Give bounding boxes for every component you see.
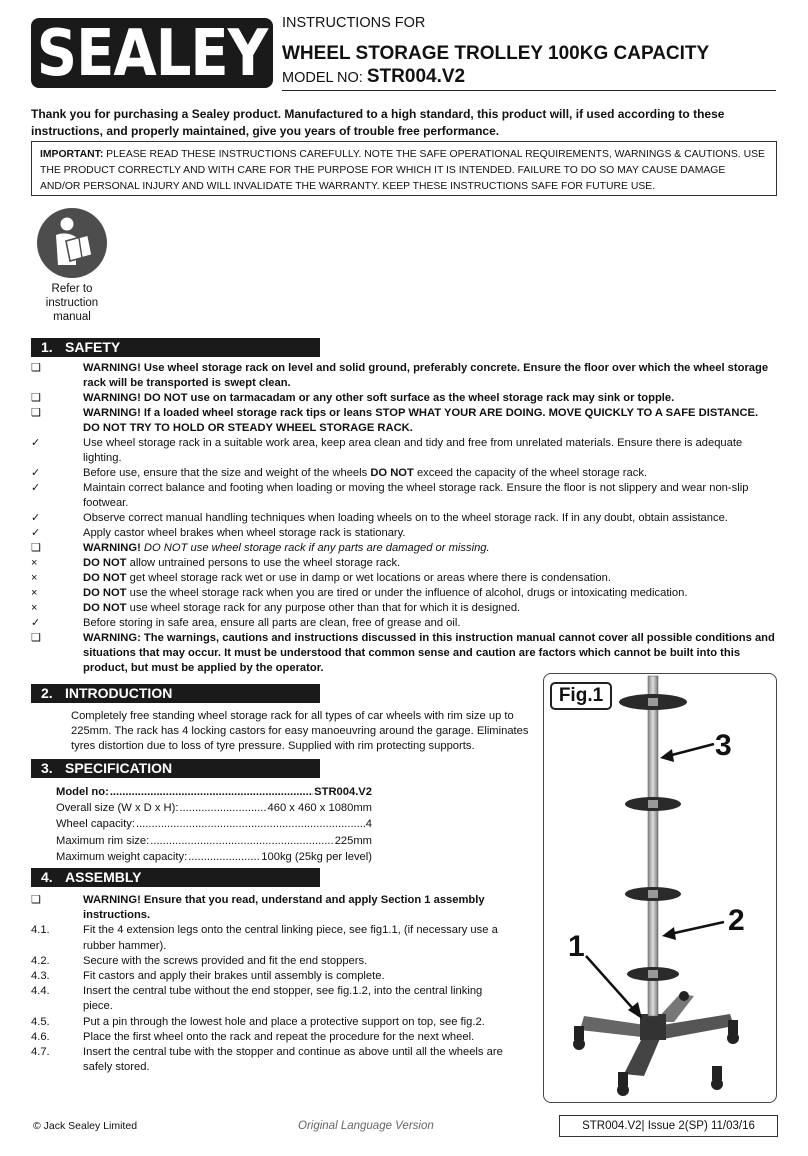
safety-item (31, 556, 776, 571)
safety-item-marker: ✓ (31, 512, 41, 524)
section-assembly-header (31, 868, 320, 887)
spec-value: STR004.V2 (314, 786, 372, 798)
safety-item-marker: × (31, 587, 38, 599)
safety-item-marker: ✓ (31, 617, 41, 629)
assembly-step-number: 4.2. (31, 954, 50, 967)
important-label: IMPORTANT: (40, 149, 104, 160)
sealey-logo (31, 15, 273, 91)
spec-leader-dots (179, 800, 266, 816)
safety-text-part: use wheel storage rack for any purpose other than that for which it is designed. (126, 602, 521, 614)
section-safety-header (31, 338, 320, 357)
wheel-rack-illustration (544, 674, 777, 1103)
safety-text-part: use the wheel storage rack when you are tired or under the influence of alcohol, drugs or intoxicating medication. (126, 587, 688, 599)
callout-2: 2 (728, 904, 745, 937)
introduction-text: Completely free standing wheel storage rack for all types of car wheels with rim size up to 225mm. The rack has 4 locking castors for easy manoeuvring around the garage. Eliminates tyres distortion due to loss of tyre pressure. Supplied with rim protecting supports. (71, 710, 529, 752)
safety-item (31, 526, 776, 541)
section-title: SPECIFICATION (65, 760, 173, 776)
safety-item-marker: × (31, 557, 38, 569)
assembly-step-number: 4.1. (31, 924, 50, 937)
assembly-step-text: WARNING! Ensure that you read, understand and apply Section 1 assembly instructions. (83, 894, 485, 922)
safety-item-text (83, 541, 776, 556)
important-text: PLEASE READ THESE INSTRUCTIONS CAREFULLY. NOTE THE SAFE OPERATIONAL REQUIREMENTS, WARNINGS & CAUTIONS. USE THE PRODUCT CORRECTLY AND WITH CARE FOR THE PURPOSE FOR WHICH IT IS INTENDED. FAILURE TO DO SO MAY CAUSE DAMAGE AND/OR PERSONAL INJURY AND WILL INVALIDATE THE WARRANTY. KEEP THESE INSTRUCTIONS SAFE FOR FUTURE USE. (40, 149, 765, 192)
spec-label: Maximum rim size: (56, 834, 150, 847)
safety-item (31, 631, 776, 676)
spec-value: 100kg (25kg per level) (261, 850, 372, 863)
safety-item-marker: × (31, 602, 38, 614)
spec-leader-dots (136, 816, 365, 832)
figure-label: Fig.1 (550, 682, 612, 710)
safety-item (31, 511, 776, 526)
model-prefix: MODEL NO: (282, 70, 367, 86)
spec-row (56, 816, 372, 832)
safety-item-text: WARNING! DO NOT use on tarmacadam or any other soft surface as the wheel storage rack may sink or topple. (83, 392, 675, 404)
spec-leader-dots (110, 784, 313, 800)
safety-item-marker: ✓ (31, 437, 41, 449)
logo-text: SEALEY (36, 15, 268, 91)
assembly-step-number: 4.6. (31, 1030, 50, 1043)
safety-item (31, 361, 776, 391)
assembly-step (31, 954, 511, 969)
thank-you-text: Thank you for purchasing a Sealey product. Manufactured to a high standard, this product will, if used according to these instructions, and properly maintained, give you years of trouble free performance. (31, 107, 725, 138)
safety-item-text: Observe correct manual handling techniques when loading wheels on to the wheel storage rack. If in any doubt, obtain assistance. (83, 512, 728, 524)
safety-item-marker: ❑ (31, 542, 41, 554)
spec-row (56, 849, 372, 865)
safety-item (31, 466, 776, 481)
header-divider (282, 90, 776, 91)
spec-leader-dots (188, 849, 260, 865)
model-number (282, 66, 465, 88)
safety-item-text: Before storing in safe area, ensure all parts are clean, free of grease and oil. (83, 617, 461, 629)
spec-row (56, 784, 372, 800)
safety-text-italic: DO NOT use wheel storage rack if any parts are damaged or missing. (143, 542, 490, 554)
important-notice-box (31, 141, 777, 196)
safety-item-text: WARNING! If a loaded wheel storage rack tips or leans STOP WHAT YOUR ARE DOING. MOVE QUICKLY TO A SAFE DISTANCE. DO NOT TRY TO HOLD OR STEADY WHEEL STORAGE RACK. (83, 407, 759, 434)
page-title: WHEEL STORAGE TROLLEY 100KG CAPACITY (282, 43, 710, 64)
safety-item-marker: ✓ (31, 527, 41, 539)
specification-table (56, 784, 372, 865)
safety-item-marker: ❑ (31, 632, 41, 644)
spec-value: 225mm (334, 834, 372, 847)
spec-row (56, 833, 372, 849)
safety-text-strong: DO NOT (83, 572, 127, 584)
spec-label: Maximum weight capacity: (56, 850, 188, 863)
safety-item-text: WARNING: The warnings, cautions and instructions discussed in this instruction manual cannot cover all possible conditions and situations that may occur. It must be understood that common sense and caution are factors which cannot be built into this product, but must be applied by the operator. (83, 632, 775, 674)
safety-item-text: Maintain correct balance and footing when loading or moving the wheel storage rack. Ensure the floor is not slippery and wear non-slip footwear. (83, 482, 749, 509)
safety-text-part: Before use, ensure that the size and weight of the wheels (83, 467, 371, 479)
assembly-step-text: Put a pin through the lowest hole and place a protective support on top, see fig.2. (83, 1015, 485, 1028)
callout-1: 1 (568, 930, 585, 963)
instructions-for-label: INSTRUCTIONS FOR (282, 15, 426, 31)
manual-icon-caption: Refer to instruction manual (45, 283, 99, 323)
assembly-step-number: 4.3. (31, 970, 50, 983)
spec-label: Wheel capacity: (56, 818, 135, 831)
assembly-step-text: Secure with the screws provided and fit the end stoppers. (83, 954, 368, 967)
safety-item-marker: ❑ (31, 392, 41, 404)
read-manual-icon (36, 207, 108, 279)
safety-text-strong: DO NOT (370, 467, 414, 479)
assembly-step (31, 1045, 511, 1075)
section-specification-header (31, 759, 320, 778)
safety-item (31, 391, 776, 406)
safety-list (31, 361, 776, 676)
model-code: STR004.V2 (366, 66, 466, 87)
section-title: SAFETY (65, 339, 121, 355)
assembly-step-text: Fit the 4 extension legs onto the central linking piece, see fig1.1, (if necessary use a rubber hammer). (83, 924, 498, 952)
safety-item-text (83, 556, 776, 571)
assembly-step-number: 4.7. (31, 1046, 50, 1059)
spec-leader-dots (150, 833, 333, 849)
safety-item-marker: ❑ (31, 407, 41, 419)
safety-item (31, 586, 776, 601)
assembly-step (31, 893, 511, 923)
assembly-step-text: Insert the central tube without the end stopper, see fig.1.2, into the central linking piece. (83, 985, 483, 1013)
safety-item-marker: ✓ (31, 482, 41, 494)
safety-item (31, 616, 776, 631)
section-introduction-header (31, 684, 320, 703)
safety-text-strong: DO NOT (83, 587, 127, 599)
assembly-step (31, 923, 511, 953)
spec-value: 4 (365, 818, 372, 831)
safety-text-strong: WARNING! (83, 542, 144, 554)
safety-item-text: WARNING! Use wheel storage rack on level and solid ground, preferably concrete. Ensure the floor over which the wheel storage rack will be transported is swept clean. (83, 362, 769, 389)
spec-label: Model no: (56, 786, 109, 798)
assembly-step (31, 969, 511, 984)
assembly-step (31, 984, 511, 1014)
assembly-step-number: 4.4. (31, 985, 50, 998)
section-title: INTRODUCTION (65, 685, 173, 701)
spec-value: 460 x 460 x 1080mm (267, 802, 372, 815)
safety-item-marker: × (31, 572, 38, 584)
safety-item-text (83, 571, 776, 586)
section-number: 1. (41, 339, 53, 355)
assembly-step (31, 1030, 511, 1045)
figure-1-box (543, 673, 777, 1103)
copyright-text: © Jack Sealey Limited (33, 1120, 138, 1132)
section-number: 4. (41, 869, 53, 885)
safety-item-text: Use wheel storage rack in a suitable work area, keep area clean and tidy and free from unrelated materials. Ensure there is adequate lighting. (83, 437, 743, 464)
assembly-step-number: ❑ (31, 894, 42, 906)
safety-item (31, 571, 776, 586)
assembly-step-text: Place the first wheel onto the rack and repeat the procedure for the next wheel. (83, 1030, 475, 1043)
spec-row (56, 800, 372, 816)
safety-item (31, 436, 776, 466)
section-number: 3. (41, 760, 53, 776)
safety-item-text: Apply castor wheel brakes when wheel storage rack is stationary. (83, 527, 406, 539)
section-number: 2. (41, 685, 53, 701)
safety-text-strong: DO NOT (83, 557, 127, 569)
safety-item-marker: ❑ (31, 362, 41, 374)
callout-3: 3 (715, 729, 732, 762)
safety-item (31, 406, 776, 436)
assembly-list (31, 893, 511, 1075)
issue-box: STR004.V2| Issue 2(SP) 11/03/16 (559, 1115, 778, 1137)
assembly-step-text: Insert the central tube with the stopper and continue as above until all the wheels are safely stored. (83, 1046, 503, 1074)
safety-item (31, 541, 776, 556)
spec-label: Overall size (W x D x H): (56, 802, 179, 815)
safety-item-text (83, 601, 776, 616)
language-version: Original Language Version (298, 1120, 434, 1132)
assembly-step-number: 4.5. (31, 1015, 50, 1028)
safety-text-part: exceed the capacity of the wheel storage rack. (413, 467, 648, 479)
assembly-step-text: Fit castors and apply their brakes until assembly is complete. (83, 970, 385, 983)
safety-item (31, 601, 776, 616)
section-title: ASSEMBLY (65, 869, 142, 885)
safety-text-part: get wheel storage rack wet or use in damp or wet locations or areas where there is condensation. (126, 572, 611, 584)
safety-item-text (83, 586, 776, 601)
safety-item-marker: ✓ (31, 467, 41, 479)
assembly-step (31, 1015, 511, 1030)
safety-item-text (83, 466, 776, 481)
safety-item (31, 481, 776, 511)
safety-text-part: allow untrained persons to use the wheel storage rack. (126, 557, 401, 569)
safety-text-strong: DO NOT (83, 602, 127, 614)
